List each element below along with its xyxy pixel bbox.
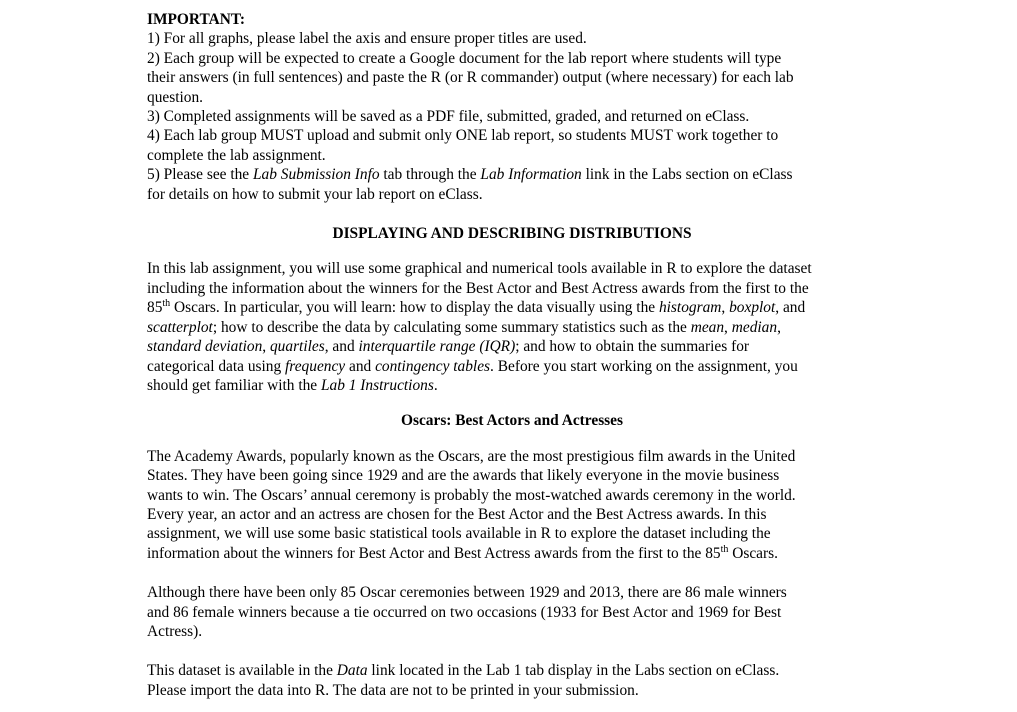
important-item-4-line-2: complete the lab assignment. xyxy=(147,146,326,164)
lab-submission-info-link-text: Lab Submission Info xyxy=(252,166,380,184)
lab-instructions-text: Lab 1 Instructions xyxy=(320,376,434,394)
important-item-5-line-1: 5) Please see the Lab Submission Info tab through the Lab Information link in the Labs section on eClass xyxy=(147,166,793,184)
section-title-oscars: Oscars: Best Actors and Actresses xyxy=(401,412,623,430)
document-page xyxy=(147,10,877,700)
intro-line-6: categorical data using frequency and contingency tables. Before you start working on the assignment, you xyxy=(147,357,798,375)
intro-line-2: including the information about the winners for the Best Actor and Best Actress awards from the first to the xyxy=(147,279,809,297)
important-item-4-line-1: 4) Each lab group MUST upload and submit only ONE lab report, so students MUST work together to xyxy=(147,127,779,145)
oscars-paragraph-3-line-2: Please import the data into R. The data are not to be printed in your submission. xyxy=(147,681,639,699)
oscars-paragraph-1-line-6: information about the winners for Best Actor and Best Actress awards from the first to the 85th Oscars. xyxy=(147,543,778,562)
intro-line-1: In this lab assignment, you will use some graphical and numerical tools available in R to explore the dataset xyxy=(147,260,812,278)
intro-line-4: scatterplot; how to describe the data by calculating some summary statistics such as the mean, median, xyxy=(147,318,781,336)
important-item-2-line-2: their answers (in full sentences) and paste the R (or R commander) output (where necessary) for each lab xyxy=(147,69,794,87)
important-item-3: 3) Completed assignments will be saved as a PDF file, submitted, graded, and returned on eClass. xyxy=(147,108,750,126)
oscars-paragraph-2-line-2: and 86 female winners because a tie occurred on two occasions (1933 for Best Actor and 1969 for Best xyxy=(147,603,782,621)
important-item-1: 1) For all graphs, please label the axis and ensure proper titles are used. xyxy=(147,30,587,48)
intro-line-7: should get familiar with the Lab 1 Instructions. xyxy=(147,376,438,394)
oscars-paragraph-1-line-3: wants to win. The Oscars’ annual ceremony is probably the most-watched awards ceremony in the world. xyxy=(147,486,796,504)
important-item-2-line-3: question. xyxy=(147,88,204,106)
important-item-5-line-2: for details on how to submit your lab report on eClass. xyxy=(147,185,483,203)
oscars-paragraph-3-line-1: This dataset is available in the Data link located in the Lab 1 tab display in the Labs section on eClass. xyxy=(147,662,780,680)
important-item-2-line-1: 2) Each group will be expected to create a Google document for the lab report where students will type xyxy=(147,49,782,67)
oscars-paragraph-1-line-4: Every year, an actor and an actress are chosen for the Best Actor and the Best Actress awards. In this xyxy=(147,505,767,523)
oscars-paragraph-1-line-2: States. They have been going since 1929 and are the awards that likely everyone in the movie business xyxy=(147,467,780,485)
oscars-paragraph-1-line-1: The Academy Awards, popularly known as the Oscars, are the most prestigious film awards in the United xyxy=(147,447,796,465)
intro-line-3: 85th Oscars. In particular, you will learn: how to display the data visually using the histogram, boxplot, and xyxy=(147,298,806,317)
important-heading: IMPORTANT: xyxy=(147,11,246,28)
oscars-paragraph-2-line-3: Actress). xyxy=(147,622,203,640)
intro-line-5: standard deviation, quartiles, and interquartile range (IQR); and how to obtain the summaries for xyxy=(147,338,750,356)
oscars-paragraph-1-line-5: assignment, we will use some basic statistical tools available in R to explore the dataset including the xyxy=(147,525,771,543)
lab-information-link-text: Lab Information xyxy=(480,166,582,184)
data-link-text: Data xyxy=(336,662,368,680)
oscars-paragraph-2-line-1: Although there have been only 85 Oscar ceremonies between 1929 and 2013, there are 86 male winners xyxy=(147,584,787,602)
section-title-distributions: DISPLAYING AND DESCRIBING DISTRIBUTIONS xyxy=(332,225,692,243)
